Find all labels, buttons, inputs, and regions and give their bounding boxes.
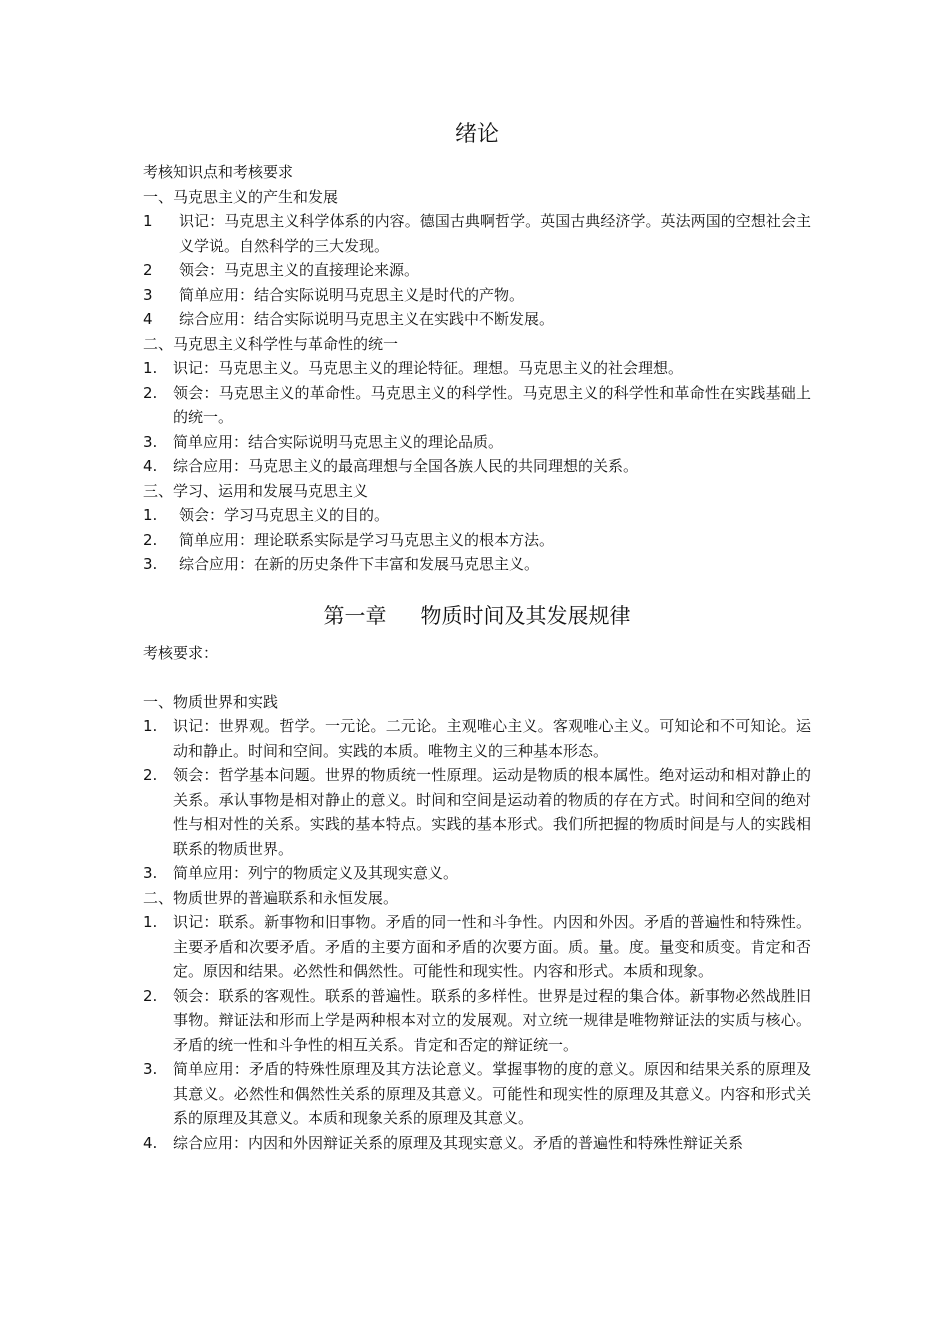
section-1 (143, 185, 811, 332)
item-number: 3. (143, 432, 158, 451)
item-number: 4 (143, 310, 153, 328)
chapter-name: 物质时间及其发展规律 (420, 603, 631, 628)
item-number: 2 (143, 261, 153, 279)
list-item (143, 430, 811, 455)
list-item (143, 1057, 811, 1131)
item-number: 1. (143, 717, 158, 735)
section-heading: 一、马克思主义的产生和发展 (143, 187, 339, 206)
item-text: 综合应用：马克思主义的最高理想与全国各族人民的共同理想的关系。 (173, 457, 639, 475)
page-title: 绪论 (454, 122, 499, 147)
chapter-number: 第一章 (323, 603, 387, 628)
list-item (143, 984, 811, 1058)
item-text: 简单应用：结合实际说明马克思主义是时代的产物。 (179, 285, 525, 304)
document-content (143, 120, 811, 1155)
item-text: 领会：马克思主义的革命性。马克思主义的科学性。马克思主义的科学性和革命性在实践基础上的统一。 (173, 383, 811, 426)
item-number: 1. (143, 913, 158, 931)
section-heading: 三、学习、运用和发展马克思主义 (143, 481, 369, 500)
item-text: 领会：马克思主义的直接理论来源。 (179, 261, 420, 279)
list-item (143, 528, 811, 553)
section-3 (143, 479, 811, 577)
item-text: 领会：哲学基本问题。世界的物质统一性原理。运动是物质的根本属性。绝对运动和相对静止的关系。承认事物是相对静止的意义。时间和空间是运动着的物质的存在方式。时间和空间的绝对性与相对性的关系。实践的基本特点。实践的基本形式。我们所把握的物质时间是与人的实践相联系的物质世界。 (173, 766, 811, 858)
item-number: 4. (143, 1133, 158, 1152)
item-number: 4. (143, 457, 158, 475)
item-number: 2. (143, 530, 158, 549)
item-number: 1 (143, 212, 153, 230)
chapter-intro: 考核要求： (143, 643, 219, 662)
chapter1-section-2 (143, 886, 811, 1156)
section-heading: 一、物质世界和实践 (143, 692, 279, 711)
item-text: 领会：学习马克思主义的目的。 (179, 506, 390, 524)
list-item (143, 454, 811, 479)
item-number: 3. (143, 864, 158, 882)
item-number: 2. (143, 383, 158, 402)
item-text: 领会：联系的客观性。联系的普遍性。联系的多样性。世界是过程的集合体。新事物必然战胜旧事物。辩证法和形而上学是两种根本对立的发展观。对立统一规律是唯物辩证法的实质与核心。矛盾的统一性和斗争性的相互关系。肯定和否定的辩证统一。 (173, 986, 811, 1054)
list-item (143, 714, 811, 763)
blank-line (143, 665, 811, 690)
list-item (143, 763, 811, 861)
item-text: 识记：世界观。哲学。一元论。二元论。主观唯心主义。客观唯心主义。可知论和不可知论。运动和静止。时间和空间。实践的本质。唯物主义的三种基本形态。 (173, 717, 811, 760)
section-heading: 二、马克思主义科学性与革命性的统一 (143, 334, 399, 353)
item-number: 1. (143, 359, 158, 377)
list-item (143, 552, 811, 577)
list-item (143, 307, 811, 332)
list-item (143, 381, 811, 430)
item-text: 识记：联系。新事物和旧事物。矛盾的同一性和斗争性。内因和外因。矛盾的普遍性和特殊性。主要矛盾和次要矛盾。矛盾的主要方面和矛盾的次要方面。质。量。度。量变和质变。肯定和否定。原因和结果。必然性和偶然性。可能性和现实性。内容和形式。本质和现象。 (173, 913, 811, 980)
item-text: 简单应用：矛盾的特殊性原理及其方法论意义。掌握事物的度的意义。原因和结果关系的原理及其意义。必然性和偶然性关系的原理及其意义。可能性和现实性的原理及其意义。内容和形式关系的原理及其意义。本质和现象关系的原理及其意义。 (173, 1060, 811, 1127)
item-text: 识记：马克思主义科学体系的内容。德国古典啊哲学。英国古典经济学。英法两国的空想社会主义学说。自然科学的三大发现。 (179, 212, 811, 255)
chapter1-section-1 (143, 690, 811, 886)
item-text: 综合应用：在新的历史条件下丰富和发展马克思主义。 (179, 555, 540, 573)
list-item (143, 258, 811, 283)
list-item (143, 1131, 811, 1156)
item-text: 识记：马克思主义。马克思主义的理论特征。理想。马克思主义的社会理想。 (173, 359, 684, 377)
list-item (143, 910, 811, 984)
item-number: 3. (143, 555, 158, 573)
chapter-title (143, 601, 811, 631)
item-text: 综合应用：内因和外因辩证关系的原理及其现实意义。矛盾的普遍性和特殊性辩证关系 (173, 1133, 744, 1152)
list-item (143, 283, 811, 308)
list-item (143, 209, 811, 258)
item-number: 1. (143, 506, 158, 524)
intro-text: 考核知识点和考核要求 (143, 163, 294, 181)
item-number: 3. (143, 1060, 158, 1078)
list-item (143, 356, 811, 381)
section-heading: 二、物质世界的普遍联系和永恒发展。 (143, 888, 399, 907)
item-text: 简单应用：理论联系实际是学习马克思主义的根本方法。 (179, 530, 555, 549)
list-item (143, 861, 811, 886)
item-number: 3 (143, 285, 153, 304)
list-item (143, 503, 811, 528)
item-number: 2. (143, 766, 158, 784)
item-text: 简单应用：列宁的物质定义及其现实意义。 (173, 864, 459, 882)
item-number: 2. (143, 986, 158, 1005)
item-text: 综合应用：结合实际说明马克思主义在实践中不断发展。 (179, 310, 555, 328)
section-2 (143, 332, 811, 479)
item-text: 简单应用：结合实际说明马克思主义的理论品质。 (173, 432, 504, 451)
